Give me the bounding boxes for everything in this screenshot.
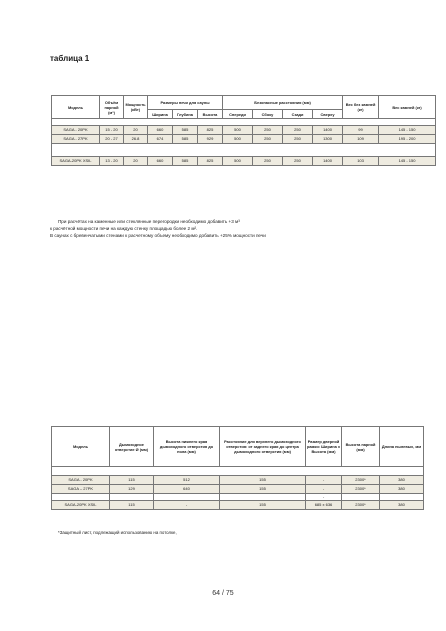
cell [110,494,154,501]
cell: SAGA - 20PK [52,126,100,135]
header-flue-diameter: Дымоходное отверстие Ø (мм) [110,427,154,467]
cell: 195 - 200 [379,135,436,144]
cell: 2300* [342,476,380,485]
cell: 250 [283,157,313,166]
cell: 585 [173,157,198,166]
header-power: Мощность (кВт) [124,96,148,119]
chimney-table [51,426,424,510]
table-row [52,501,424,510]
footnote: *Защитный лист, подлежащий использованию на потолке, [58,530,177,535]
cell [342,494,380,501]
header-back: Сзади [283,110,313,119]
cell: 15 - 20 [100,126,124,135]
cell: 500 [223,135,253,144]
cell: 109 [343,135,379,144]
header-model: Модель [52,96,100,119]
cell: 380 [380,485,424,494]
header-front: Спереди [223,110,253,119]
cell: 2300* [342,485,380,494]
cell: 13 - 20 [100,157,124,166]
cell: 115 [110,501,154,510]
table-row [52,494,424,501]
cell: 500 [223,126,253,135]
cell [52,494,110,501]
spacer-row [52,144,436,157]
cell: SAGA-20PK XSIL [52,501,110,510]
cell: - [306,494,342,501]
cell: SAGA - 27PK [52,135,100,144]
table-row [52,157,436,166]
cell: 1400 [313,126,343,135]
cell: 20 - 27 [100,135,124,144]
header-side: Сбоку [253,110,283,119]
cell [380,494,424,501]
cell: SAGA - 20PK [52,476,110,485]
cell: 103 [343,157,379,166]
header-lower-edge-height: Высота нижнего края дымоходного отверстия до пола (мм) [154,427,220,467]
cell: 585 [173,135,198,144]
cell: 20 [124,126,148,135]
cell: 380 [380,476,424,485]
table-row [52,126,436,135]
header-dimensions: Размеры печи для сауны [148,96,223,110]
cell: 685 x 636 [306,501,342,510]
cell: 115 [110,476,154,485]
table-row [52,485,424,494]
cell: 1400 [313,157,343,166]
cell: 250 [253,157,283,166]
cell: 825 [198,126,223,135]
cell: 512 [154,476,220,485]
cell: 380 [380,501,424,510]
cell: 1300 [313,135,343,144]
cell: 155 [220,476,306,485]
cell: 250 [253,135,283,144]
spacer-row [52,467,424,476]
header-chimney-length: Длина пылевых, мм [380,427,424,467]
cell: 640 [154,485,220,494]
note-line-2: к расчётной мощности печи на каждую стенку площадью более 2 м². [50,226,198,231]
header-width: Ширина [148,110,173,119]
cell: 250 [253,126,283,135]
header-clearances: Безопасные расстояния (мм) [223,96,343,110]
header-volume: Объём парной (м³) [100,96,124,119]
header-height: Высота [198,110,223,119]
header-top-hole-distance: Расстояние для верхнего дымоходного отверстия: от заднего края до центра дымоходного отверстия (мм) [220,427,306,467]
cell: 145 - 150 [379,126,436,135]
cell: SAGA-20PK XSIL [52,157,100,166]
cell: 500 [223,157,253,166]
cell: 99 [343,126,379,135]
note-line-1: При расчётах на каменные или стеклянные перегородки необходимо добавить +3 м³ [58,219,240,224]
cell: 26.8 [124,135,148,144]
cell: SAGA – 27PK [52,485,110,494]
page-title: таблица 1 [50,54,90,63]
cell: - [306,485,342,494]
spacer-row [52,119,436,126]
cell: 825 [198,157,223,166]
cell: - [306,476,342,485]
cell: 2300* [342,501,380,510]
cell: 129 [110,485,154,494]
cell: 155 [220,485,306,494]
cell: 660 [148,126,173,135]
cell: 585 [173,126,198,135]
page-number: 64 / 75 [212,590,234,597]
cell [154,494,220,501]
cell: 250 [283,126,313,135]
table-row [52,135,436,144]
cell: 250 [283,135,313,144]
cell: 674 [148,135,173,144]
cell: 145 - 150 [379,157,436,166]
cell [220,494,306,501]
header-top: Сверху [313,110,343,119]
table-row [52,476,424,485]
cell: 155 [220,501,306,510]
cell: 929 [198,135,223,144]
header-model: Модель [52,427,110,467]
header-weight: Вес без камней (кг) [343,96,379,119]
cell: 660 [148,157,173,166]
header-stones: Вес камней (кг) [379,96,436,119]
stove-dimensions-table [51,95,436,166]
header-depth: Глубина [173,110,198,119]
header-door-frame-size: Размер дверной рамки: Ширина x Высота (мм) [306,427,342,467]
cell: 20 [124,157,148,166]
header-room-height: Высота парной (мм) [342,427,380,467]
cell: - [154,501,220,510]
note-line-3: В саунах с бревенчатыми стенами к расчетному объему необходимо добавить +25% мощности печи [50,233,266,238]
